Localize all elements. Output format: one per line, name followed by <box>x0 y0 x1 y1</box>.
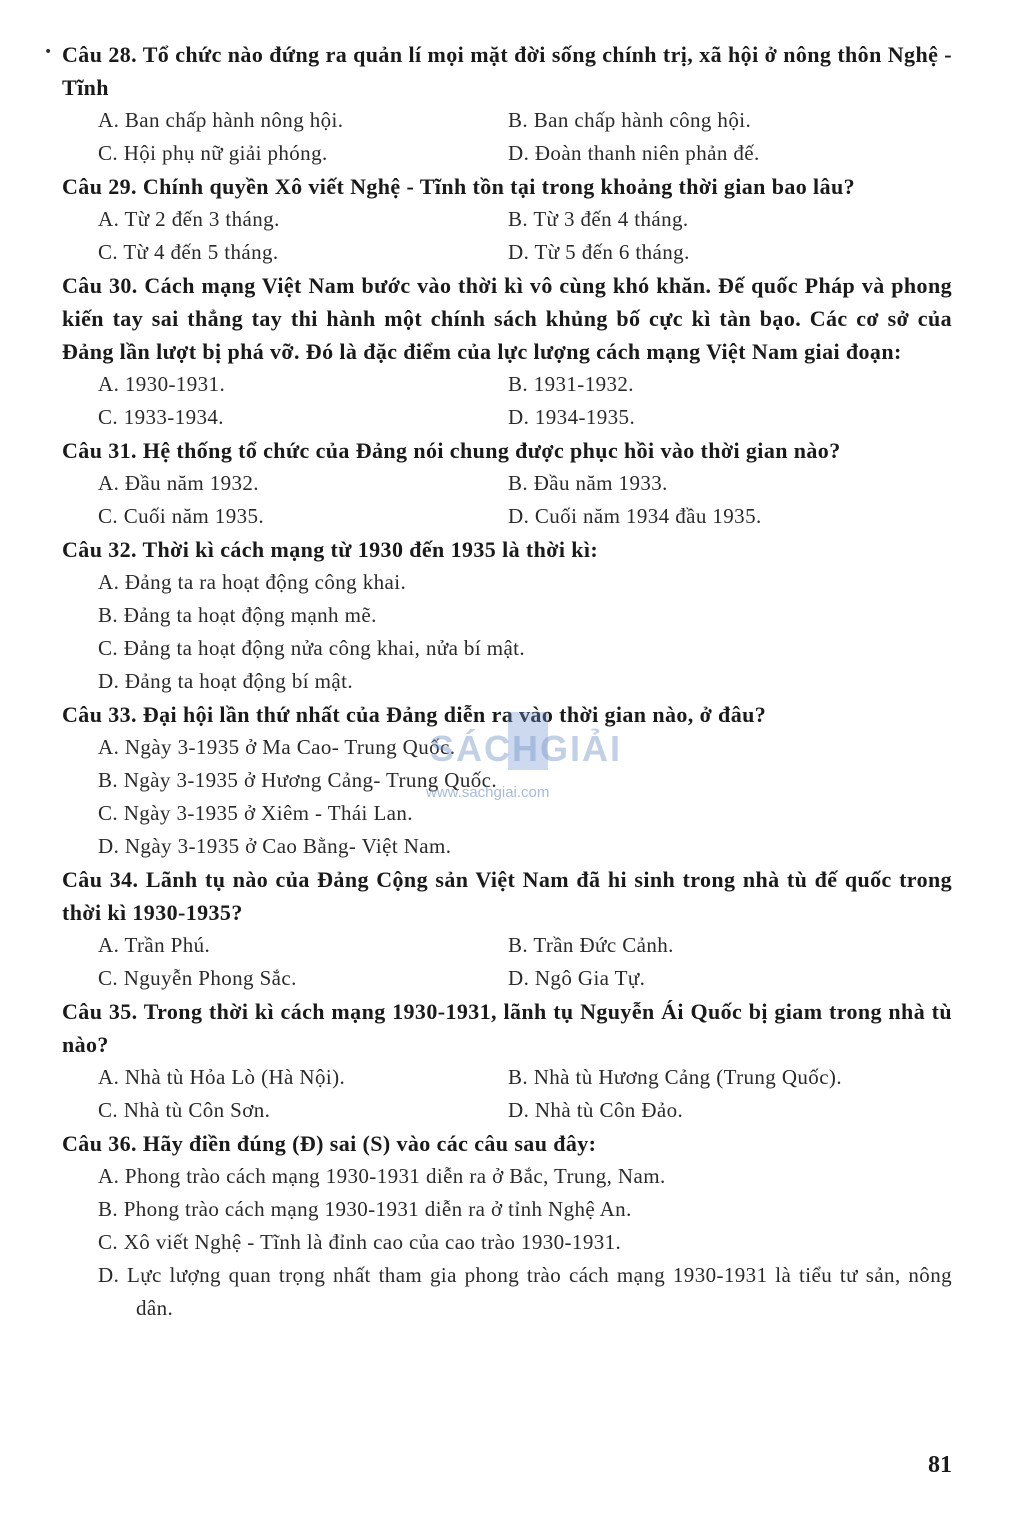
question-number: Câu 35. <box>62 999 138 1024</box>
options-grid <box>62 1061 952 1127</box>
question-title <box>62 533 952 566</box>
options-grid <box>62 203 952 269</box>
option-b: B. Ban chấp hành công hội. <box>508 108 752 132</box>
question-36 <box>62 1127 952 1325</box>
question-number: Câu 31. <box>62 438 137 463</box>
options-grid <box>62 467 952 533</box>
option-d: D. Ngô Gia Tự. <box>508 966 646 990</box>
question-number: Câu 28. <box>62 42 138 67</box>
option-a: A. Nhà tù Hỏa Lò (Hà Nội). <box>98 1065 346 1089</box>
question-title <box>62 434 952 467</box>
options-list <box>62 1160 952 1325</box>
question-title <box>62 38 952 104</box>
option-b: B. Ngày 3-1935 ở Hương Cảng- Trung Quốc. <box>98 768 498 792</box>
option-a: A. Phong trào cách mạng 1930-1931 diễn ra ở Bắc, Trung, Nam. <box>98 1164 666 1188</box>
question-number: Câu 36. <box>62 1131 137 1156</box>
option-a: A. 1930-1931. <box>98 372 226 396</box>
option-a: A. Ngày 3-1935 ở Ma Cao- Trung Quốc. <box>98 735 456 759</box>
option-c: C. Cuối năm 1935. <box>98 504 265 528</box>
question-number: Câu 29. <box>62 174 137 199</box>
question-number: Câu 30. <box>62 273 138 298</box>
question-text: Tổ chức nào đứng ra quản lí mọi mặt đời sống chính trị, xã hội ở nông thôn Nghệ - Tĩnh <box>62 42 952 100</box>
question-number: Câu 32. <box>62 537 137 562</box>
option-b: B. Nhà tù Hương Cảng (Trung Quốc). <box>508 1065 842 1089</box>
options-grid <box>62 368 952 434</box>
option-a: A. Ban chấp hành nông hội. <box>98 108 344 132</box>
question-text: Cách mạng Việt Nam bước vào thời kì vô cùng khó khăn. Đế quốc Pháp và phong kiến tay sai thẳng tay thi hành một chính sách khủng bố cực kì tàn bạo. Các cơ sở của Đảng lần lượt bị phá vỡ. Đó là đặc điểm của lực lượng cách mạng Việt Nam giai đoạn: <box>62 273 952 364</box>
options-list <box>62 566 952 698</box>
option-d: D. Từ 5 đến 6 tháng. <box>508 240 690 264</box>
options-grid <box>62 929 952 995</box>
option-d: D. Đoàn thanh niên phản đế. <box>508 141 760 165</box>
option-d: D. 1934-1935. <box>508 405 636 429</box>
question-text: Chính quyền Xô viết Nghệ - Tĩnh tồn tại trong khoảng thời gian bao lâu? <box>142 174 856 199</box>
option-a: A. Đảng ta ra hoạt động công khai. <box>98 570 407 594</box>
question-text: Hãy điền đúng (Đ) sai (S) vào các câu sau đây: <box>142 1131 597 1156</box>
option-b: B. Từ 3 đến 4 tháng. <box>508 207 689 231</box>
watermark-url: www.sachgiai.com <box>426 784 550 801</box>
option-c: C. Nguyễn Phong Sắc. <box>98 966 297 990</box>
option-c: C. Từ 4 đến 5 tháng. <box>98 240 279 264</box>
question-text: Trong thời kì cách mạng 1930-1931, lãnh tụ Nguyễn Ái Quốc bị giam trong nhà tù nào? <box>62 999 952 1057</box>
option-d: D. Ngày 3-1935 ở Cao Bằng- Việt Nam. <box>98 834 452 858</box>
option-b: B. Phong trào cách mạng 1930-1931 diễn ra ở tỉnh Nghệ An. <box>98 1197 632 1221</box>
option-c: C. Xô viết Nghệ - Tĩnh là đỉnh cao của cao trào 1930-1931. <box>98 1230 622 1254</box>
question-31 <box>62 434 952 533</box>
option-b: B. 1931-1932. <box>508 372 634 396</box>
option-c: C. Ngày 3-1935 ở Xiêm - Thái Lan. <box>98 801 413 825</box>
option-d: D. Cuối năm 1934 đầu 1935. <box>508 504 762 528</box>
option-d: D. Nhà tù Côn Đảo. <box>508 1098 684 1122</box>
option-b: B. Đảng ta hoạt động mạnh mẽ. <box>98 603 377 627</box>
question-32 <box>62 533 952 698</box>
question-text: Đại hội lần thứ nhất của Đảng diễn ra vào thời gian nào, ở đâu? <box>142 702 767 727</box>
question-list <box>62 38 952 1325</box>
page-number: 81 <box>928 1452 952 1478</box>
question-title <box>62 863 952 929</box>
question-title <box>62 698 952 731</box>
watermark-text: SÁCHGIẢI <box>430 728 623 769</box>
question-33 <box>62 698 952 863</box>
question-35 <box>62 995 952 1127</box>
option-a: A. Đầu năm 1932. <box>98 471 259 495</box>
option-b: B. Đầu năm 1933. <box>508 471 668 495</box>
options-grid <box>62 104 952 170</box>
question-title <box>62 1127 952 1160</box>
question-30 <box>62 269 952 434</box>
question-text: Thời kì cách mạng từ 1930 đến 1935 là thời kì: <box>142 537 599 562</box>
question-text: Hệ thống tổ chức của Đảng nói chung được phục hồi vào thời gian nào? <box>142 438 841 463</box>
options-list <box>62 731 952 863</box>
question-28 <box>62 38 952 170</box>
option-d: D. Lực lượng quan trọng nhất tham gia phong trào cách mạng 1930-1931 là tiểu tư sản, nông dân. <box>98 1263 952 1320</box>
question-title <box>62 269 952 368</box>
question-number: Câu 34. <box>62 867 139 892</box>
option-b: B. Trần Đức Cảnh. <box>508 933 674 957</box>
question-34 <box>62 863 952 995</box>
question-29 <box>62 170 952 269</box>
question-title <box>62 995 952 1061</box>
option-c: C. 1933-1934. <box>98 405 224 429</box>
question-title <box>62 170 952 203</box>
option-a: A. Từ 2 đến 3 tháng. <box>98 207 280 231</box>
question-text: Lãnh tụ nào của Đảng Cộng sản Việt Nam đã hi sinh trong nhà tù đế quốc trong thời kì 1930-1935? <box>62 867 953 925</box>
option-c: C. Đảng ta hoạt động nửa công khai, nửa bí mật. <box>98 636 526 660</box>
option-d: D. Đảng ta hoạt động bí mật. <box>98 669 353 693</box>
option-a: A. Trần Phú. <box>98 933 211 957</box>
bullet-dot-icon: • <box>44 44 53 60</box>
option-c: C. Hội phụ nữ giải phóng. <box>98 141 328 165</box>
option-c: C. Nhà tù Côn Sơn. <box>98 1098 271 1122</box>
question-number: Câu 33. <box>62 702 137 727</box>
